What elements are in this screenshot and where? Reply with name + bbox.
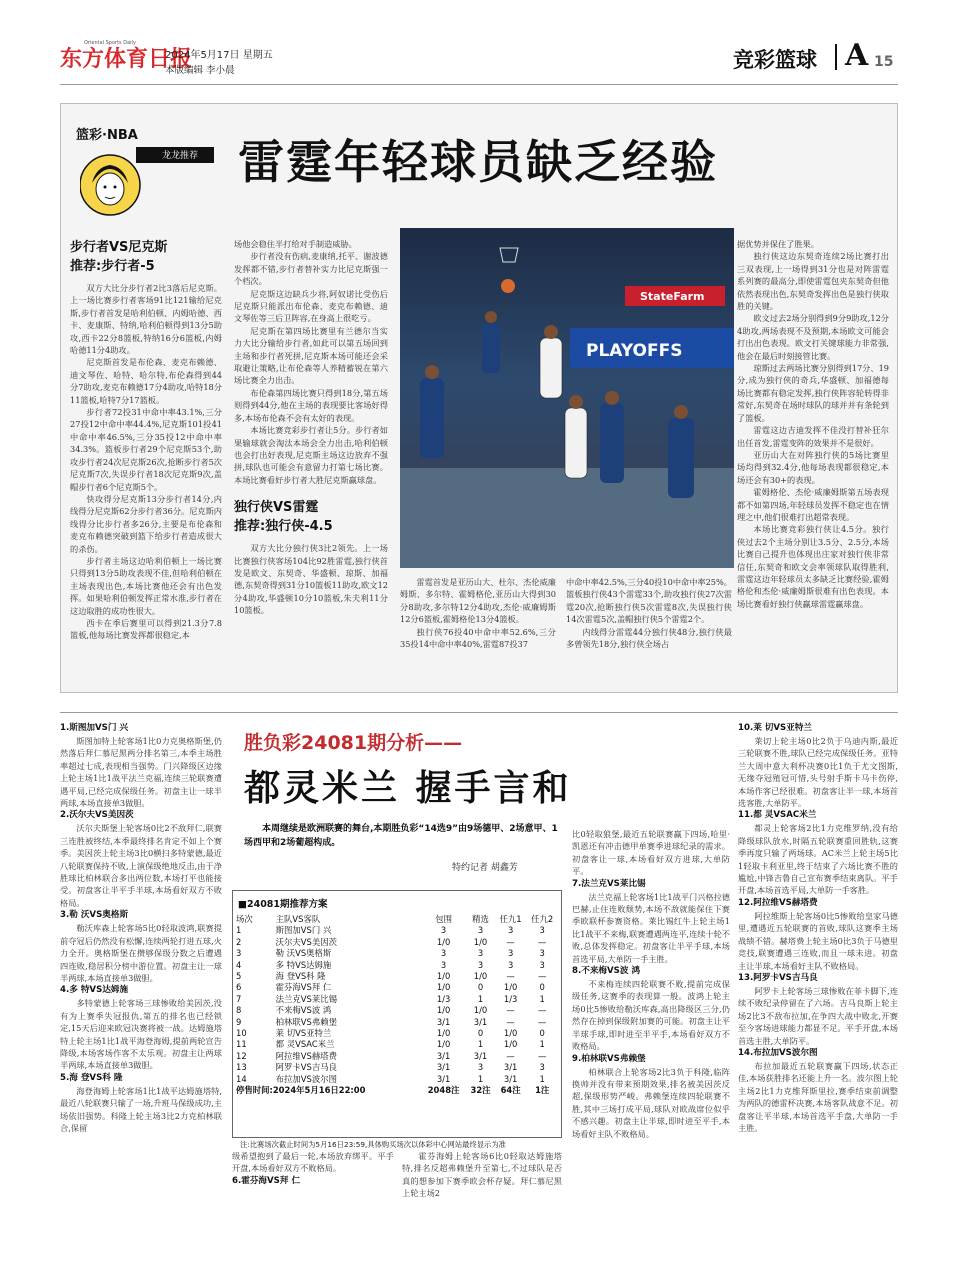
table-cell: 10	[236, 1028, 247, 1039]
table-cell: 3	[236, 948, 242, 959]
table-cell: 3	[539, 948, 545, 959]
table-cell: 1/0	[436, 936, 451, 947]
table-cell: —	[538, 1016, 547, 1027]
table-cell: 1	[539, 1073, 545, 1084]
table-cell: 3/1	[503, 1073, 518, 1084]
paragraph: 尼克斯这边缺兵少将,阿奴诺比受伤后尼克斯只能派出布伦森、麦克布赖德、迪文琴佐等三后卫阵容,在身高上很吃亏。	[234, 288, 388, 324]
game-photo	[400, 228, 734, 568]
recommendation-table	[236, 914, 558, 1097]
feature-column-2	[234, 238, 388, 688]
paragraph: 布伦森第四场比赛只得到18分,第五场则得到44分,他在主场的表现要比客场好得多,本场布伦森不会有太好的表现。	[234, 387, 388, 423]
paragraph: 场他会稳住半打给对手制造威胁。	[234, 239, 357, 249]
table-cell: 3	[539, 925, 545, 936]
table-title: ■24081期推荐方案	[238, 899, 328, 910]
table-cell: 1/0	[436, 971, 451, 982]
table-cell: 7	[236, 993, 242, 1004]
table-cell: 3	[507, 959, 514, 970]
match-subhead: 11.都 灵VSAC米兰	[738, 810, 817, 821]
table-cell: 3/1	[436, 1062, 451, 1073]
table-cell: 都 灵VSAC米兰	[275, 1039, 335, 1050]
paragraph: 雷霆首发是亚历山大、杜尔、杰伦威廉姆斯、多尔特、霍姆格伦,亚历山大得到30分8助攻,多尔特12分4助攻,杰伦·威廉姆斯12分6篮板,霍姆格伦13分4篮板。	[400, 577, 556, 625]
table-row	[236, 1074, 558, 1085]
paragraph: 据优势并保住了胜果。	[737, 239, 819, 249]
table-row	[236, 1017, 558, 1028]
match-subhead: 9.柏林联VS弗赖堡	[572, 1053, 646, 1064]
table-cell: 1	[477, 1039, 484, 1050]
table-header: 场次	[236, 914, 253, 924]
author-tag: 龙龙推荐	[162, 151, 199, 161]
table-cell: —	[538, 971, 547, 982]
reporter-byline: 特约记者 胡鑫芳	[452, 863, 518, 873]
table-cell: 4	[236, 959, 242, 970]
table-cell: 多 特VS达姆施	[275, 959, 332, 970]
paragraph: 阿拉维斯上轮客场0比5惨败给皇家马德里,遭遇近五轮联赛的首败,球队这赛季主场战绩不错。赫塔费上轮主场0比3负于马德里竞技,联赛遭遇三连败,而且一球未进。初盘主让半球,本场看好主队不败格局。	[738, 910, 898, 971]
table-footer-cell: 64注	[500, 1085, 521, 1096]
feature-column-5	[737, 238, 889, 688]
table-row	[236, 994, 558, 1005]
paragraph: 独行侠这边东契奇连续2场比赛打出三双表现,上一场得到31分也是对阵雷霆系列赛的最高分,即使雷霆包夹东契奇但他依然表现出色,东契奇发挥出色是独行侠取胜的关键。	[737, 251, 889, 312]
paragraph: 布拉加最近五轮联赛赢下四场,状态正佳,本场获胜排名还能上升一名。波尔图上轮主场2比1力克维拜斯里拉,赛季结束前调整为两队的德雷杯决赛,本场客队战意不足。初盘客让平半球,本场首选平手盘,大单防一手主胜。	[738, 1060, 898, 1133]
feature-column-4	[566, 576, 732, 688]
newspaper-logo: 东方体育日报	[60, 47, 193, 72]
table-cell: 13	[236, 1062, 247, 1073]
lottery-left-column	[60, 722, 222, 1272]
table-cell: —	[538, 936, 547, 947]
table-cell: 霍芬海VS拜 仁	[275, 982, 332, 993]
match-head-1: 步行者VS尼克斯	[70, 240, 168, 255]
paragraph: 斯图加特上轮客场1比0力克奥格斯堡,仍然落后拜仁慕尼黑两分排名第三,本季主场胜率超过七成,表现相当强势。门兴降级区边缘上轮主场1比1战平法兰克福,连续三轮联赛遭遇平局,已经完成保级任务。初盘主让一球半两球,本场直接单3做胆。	[60, 736, 222, 809]
table-cell: 阿罗卡VS吉马良	[275, 1062, 337, 1073]
table-cell: 1/0	[473, 1005, 488, 1016]
table-row	[236, 1028, 558, 1039]
table-cell: 3/1	[436, 1073, 451, 1084]
table-cell: 莱 切VS亚特兰	[275, 1028, 332, 1039]
table-cell: 1	[477, 993, 484, 1004]
newspaper-logo-en: Oriental Sports Daily	[84, 40, 136, 46]
table-row	[236, 1039, 558, 1050]
table-row	[236, 1005, 558, 1016]
paragraph: 都灵上轮客场2比1力克维罗纳,没有给降级球队放水,时隔五轮联赛重回胜轨,这赛季再度只输了两场球。AC米兰上轮主场5比1轻取卡利亚里,终于结束了六场比赛不胜的尴尬,中锋吉鲁自己宣布赛季结束离队。平手开盘,本场首选平局,大单防一手客胜。	[738, 823, 898, 896]
table-cell: 0	[477, 1028, 484, 1039]
table-cell: 9	[236, 1016, 242, 1027]
table-cell: 1/0	[473, 971, 488, 982]
match-subhead: 2.沃尔夫VS美因茨	[60, 810, 134, 821]
paragraph: 亚历山大在对阵独行侠的5场比赛里场均得到32.4分,他每场表现都很稳定,本场还会有30+的表现。	[737, 449, 889, 485]
table-cell: 14	[236, 1073, 247, 1084]
photo-banner-text: PLAYOFFS	[586, 341, 683, 361]
table-row	[236, 1062, 558, 1073]
paragraph: 欧文过去2场分别得到9分9助攻,12分4助攻,两场表现不及预期,本场欧文可能会打出出色表现。欧文打关键球能力非常强,他会在最后时刻接管比赛。	[737, 313, 889, 361]
paragraph: 比0轻取狼堡,最近五轮联赛赢下四场,哈里·凯恩还有冲击德甲单赛季进球纪录的需求。初盘客让一球,本场看好双方进球,大单防平。	[572, 829, 730, 877]
paragraph: 快攻得分尼克斯13分步行者14分,内线得分尼克斯62分步行者36分。尼克斯内线得分比步行者多26分,主要是布伦森和麦克布赖德突破到篮下给步行者造成很大的杀伤。	[70, 493, 222, 554]
paragraph: 不来梅连续四轮联赛不败,提前完成保级任务,这赛季的表现算一般。波鸿上轮主场0比5惨败给勒沃库森,高出降级区三分,仍然存在掉到保级附加赛的可能。初盘主让平半球手球,即时进至半平手,本场看好双方不败格局。	[572, 979, 730, 1052]
table-cell: —	[506, 1005, 515, 1016]
table-cell: 3/1	[473, 1016, 488, 1027]
table-cell: 1/3	[503, 993, 518, 1004]
table-cell: —	[506, 1050, 515, 1061]
table-cell: 3	[440, 959, 447, 970]
table-cell: 柏林联VS弗赖堡	[275, 1016, 337, 1027]
paragraph: 尼克斯在第四场比赛里有兰德尔当实力大比分输给步行者,如此可以第五场回到主场和步行者死拼,尼克斯本场可能还会采取避让策略,让布伦森等人养精蓄锐在第六场比赛全力出击。	[234, 325, 388, 386]
paragraph: 柏林联合上轮客场2比3负于科隆,临阵换帅并没有带来预期效果,排名被美因茨反超,保级形势严峻。弗赖堡连续四轮联赛不胜,其中三场打成平局,球队对欧战席位似乎不感兴趣。初盘主让半球,即时进至平手,本场看好主队不败格局。	[572, 1066, 730, 1139]
table-header: 主队VS客队	[275, 914, 321, 924]
paragraph: 海登海姆上轮客场1比1战平达姆施塔特,最近八轮联赛只输了一场,升班马保级成功,主场依旧强势。科隆上轮主场3比2力克柏林联合,保留	[60, 1085, 222, 1133]
match-subhead: 3.勒 沃VS奥格斯	[60, 910, 129, 921]
match-subhead: 13.阿罗卡VS吉马良	[738, 972, 818, 983]
paragraph: 中命中率42.5%,三分40投10中命中率25%。篮板独行侠43个雷霆33个,助攻独行侠27次雷霆20次,抢断独行侠5次雷霆8次,失误独行侠14次雷霆5次,盖帽独行侠5个雷霆2个。	[566, 577, 732, 625]
paragraph: 沃尔夫斯堡上轮客场0比2不敌拜仁,联赛三连胜被终结,本季最终排名肯定不如上个赛季。美因茨上轮主场3比0横扫多特蒙德,最近八轮联赛保持不败,上演保级绝地反击,由于净胜球比柏林联合多出两位数,本场打平也能接受。初盘客让半平手半球,本场看好双方不败格局。	[60, 823, 222, 908]
table-cell: 1/0	[473, 936, 488, 947]
table-cell: 1/0	[436, 1005, 451, 1016]
paragraph: 尼克斯首发是布伦森、麦克布赖德、迪文琴佐、哈特、哈尔特,布伦森得到44分7助攻,麦克布赖德17分4助攻,哈特18分11篮板,哈特7分17篮板。	[70, 357, 222, 405]
table-cell: 斯图加VS门 兴	[275, 925, 332, 936]
match-subhead: 5.海 登VS科 隆	[60, 1072, 123, 1083]
paragraph: 阿罗卡上轮客场三球惨败在菲卡脚下,连续不败纪录停留在了六场。吉马良斯上轮主场2比3不敌布拉加,在争四大战中败北,开赛至今客场进球能力都显不足。平手开盘,本场首选主胜,大单防平。	[738, 985, 898, 1046]
table-cell: 1/0	[503, 982, 518, 993]
table-cell: 不来梅VS波 鸿	[275, 1005, 332, 1016]
paragraph: 霍芬海姆上轮客场6比0轻取达姆施塔特,排名反超弗赖堡升至第七,不过球队是否真的想参加下赛季欧会杯存疑。拜仁慕尼黑上轮主场2	[402, 1151, 562, 1199]
table-cell: 0	[477, 982, 484, 993]
match-subhead: 10.莱 切VS亚特兰	[738, 723, 813, 733]
match-subhead: 14.布拉加VS波尔图	[738, 1047, 818, 1058]
table-cell: 3/1	[473, 1050, 488, 1061]
table-footer-cell: 1注	[535, 1085, 550, 1096]
table-header: 包围	[435, 914, 452, 924]
table-cell: 3/1	[503, 1062, 518, 1073]
paragraph: 独行侠76投40中命中率52.6%,三分35投14中命中率40%,雷霆87投37	[400, 626, 556, 650]
table-cell: 0	[539, 982, 545, 993]
table-cell: —	[538, 1005, 547, 1016]
table-cell: 0	[539, 1028, 545, 1039]
table-cell: 6	[236, 982, 242, 993]
table-cell: 1	[539, 1039, 545, 1050]
match-pick-1: 推荐:步行者-5	[70, 259, 155, 274]
lottery-mid-column-2	[402, 1150, 562, 1272]
top-rule	[60, 84, 898, 85]
feature-headline: 雷霆年轻球员缺乏经验	[238, 135, 718, 189]
table-cell: —	[506, 936, 515, 947]
table-cell: 3	[477, 1062, 484, 1073]
table-note: 注:比赛场次截止时间为5月16日23:59,具体购买场次以体彩中心网站最终显示为准	[240, 1140, 506, 1149]
table-cell: 1	[539, 993, 545, 1004]
photo-sponsor-text: StateFarm	[640, 290, 705, 303]
paragraph: 勒沃库森上轮客场5比0轻取波鸿,联赛提前夺冠后仍然没有松懈,连续两轮打进五球,火力全开。奥格斯堡在攒够保级分数之后遭遇四连败,稳居积分榜中游位置。初盘主让一球半两球,本场直接单3做胆。	[60, 923, 222, 983]
match-pick-2: 推荐:独行侠-4.5	[234, 519, 333, 535]
match-subhead: 4.多 特VS达姆施	[60, 985, 129, 996]
table-cell: 1/0	[436, 1028, 451, 1039]
lottery-headline: 都灵米兰 握手言和	[244, 767, 572, 809]
table-cell: 5	[236, 971, 242, 982]
lottery-mid-column-1	[232, 1150, 394, 1272]
paragraph: 霍姆格伦、杰伦·威廉姆斯第五场表现都不如第四场,年轻球员发挥不稳定也在情理之中,他们很难打出超常表现。	[737, 487, 889, 522]
table-footer-row	[236, 1085, 558, 1096]
table-cell: 1	[477, 1073, 484, 1084]
table-row	[236, 960, 558, 971]
table-row	[236, 948, 558, 959]
table-footer-cell: 停售时间:2024年5月16日22:00	[236, 1085, 366, 1096]
table-cell: 勒 沃VS奥格斯	[275, 948, 332, 959]
match-subhead: 7.法兰克VS莱比锡	[572, 878, 646, 889]
table-cell: —	[538, 1050, 547, 1061]
table-cell: 1/0	[436, 1039, 451, 1050]
publish-date: 2024年5月17日 星期五	[165, 50, 273, 61]
table-cell: —	[506, 1016, 515, 1027]
table-cell: 3	[507, 925, 514, 936]
table-cell: 3	[440, 948, 447, 959]
table-cell: 3	[539, 1062, 545, 1073]
table-cell: 1/0	[503, 1028, 518, 1039]
paragraph: 多特蒙德上轮客场三球惨败给美因茨,没有为上赛季失冠报仇,第五的排名也已经锁定,15天后迎来欧冠决赛将被一战。达姆施塔特上轮主场1比1战平海登海姆,提前两轮宣告降级,本场客场作客不太乐观。初盘主让两球半两球,本场直接单3做胆。	[60, 998, 222, 1071]
lottery-right-column-2	[738, 722, 898, 1272]
table-header-row	[236, 914, 558, 925]
feature-column-1	[70, 238, 222, 688]
masthead	[0, 0, 959, 84]
paragraph: 级希望抱到了最后一轮,本场放弃绑平。平手开盘,本场看好双方不败格局。	[232, 1151, 394, 1174]
table-cell: 1/3	[436, 993, 451, 1004]
column-tag: 篮彩·NBA	[76, 128, 138, 143]
table-row	[236, 937, 558, 948]
table-cell: 1	[236, 925, 242, 936]
paragraph: 双方大比分步行者2比3落后尼克斯。上一场比赛步行者客场91比121输给尼克斯,步行者首发是哈利伯顿、内姆哈德、西卡、麦康斯、特纳,哈利伯顿得到13分5助攻,西卡22分8篮板,特纳16分6篮板,内姆哈德11分4助攻。	[70, 283, 222, 356]
table-cell: 8	[236, 1005, 242, 1016]
paragraph: 步行者72投31中命中率43.1%,三分27投12中命中率44.4%,尼克斯101投41中命中率46.5%,三分35投12中命中率34.3%。篮板步行者29个尼克斯53个,助攻步行者24次尼克斯26次,抢断步行者5次尼克斯7次,失误步行者18次尼克斯9次,盖帽步行者6个尼克斯5个。	[70, 407, 222, 492]
table-cell: 3	[477, 948, 484, 959]
table-cell: 11	[236, 1039, 247, 1050]
section-rule	[60, 712, 898, 713]
table-cell: 阿拉维VS赫塔费	[275, 1050, 337, 1061]
table-cell: 1/0	[503, 1039, 518, 1050]
paragraph: 法兰克福上轮客场1比1战平门兴格拉德巴赫,止住连败颓势,本场不敌就能保住下赛季欧联杯参赛资格。莱比锡红牛上轮主场1比1战平不来梅,联赛遭遇两连平,连续十轮不败,总体发挥稳定。初盘客让半平手球,本场首选平局,大单防一手主胜。	[572, 891, 730, 964]
paragraph: 步行者没有伤病,麦康纳,托平、谢波德发挥都不错,步行者替补实力比尼克斯强一个档次。	[234, 251, 388, 287]
table-header: 任九1	[499, 914, 522, 924]
table-cell: 3	[539, 959, 545, 970]
paragraph: 雷霆这边吉迪发挥不佳没打替补狂尔出任首发,雷霆变阵的效果并不是很好。	[737, 425, 889, 448]
table-cell: 3	[507, 948, 514, 959]
table-cell: 3/1	[436, 1016, 451, 1027]
table-cell: 法兰克VS莱比锡	[275, 993, 337, 1004]
paragraph: 西卡在季后赛里可以得到21.3分7.8篮板,他每场比赛发挥都很稳定,本	[70, 617, 222, 641]
match-subhead: 8.不来梅VS波 鸿	[572, 966, 641, 977]
page-number: 15	[874, 54, 894, 70]
table-cell: 3	[477, 959, 484, 970]
table-header: 任九2	[531, 914, 554, 924]
match-subhead: 6.霍芬海VS拜 仁	[232, 1175, 301, 1186]
paragraph: 本场比赛竞彩步行者让5分。步行者如果输球就会淘汰本场会全力出击,哈利伯顿也会打出好表现,尼克斯主场这边放弃不强拼,球队也可能会有意留力打第七场比赛。本场比赛看好步行者大胜尼克斯赢球盘。	[234, 425, 388, 485]
lottery-right-column-1	[572, 828, 730, 1272]
page-editor: 本版编辑 李小晨	[165, 65, 235, 76]
table-cell: 布拉加VS波尔图	[275, 1073, 337, 1084]
table-row	[236, 971, 558, 982]
table-cell: 沃尔夫VS美因茨	[275, 936, 337, 947]
table-cell: 12	[236, 1050, 247, 1061]
table-header: 精选	[472, 914, 489, 924]
paragraph: 莱切上轮主场0比2负于乌迪内斯,最近三轮联赛不胜,球队已经完成保级任务。亚特兰大周中意大利杯决赛0比1负于尤文图斯,无缘夺冠殖冠可惜,头号射手斯卡马卡伤停,本场作客已经很难。初盘客让半一球,本场首选客胜,大单防平。	[738, 736, 898, 809]
table-row	[236, 925, 558, 936]
section-title: 竞彩篮球	[733, 48, 817, 72]
table-cell: 3	[477, 925, 484, 936]
paragraph: 双方大比分独行侠3比2领先。上一场比赛独行侠客场104比92胜雷霆,独行侠首发是欧文、东契奇、华盛顿、琼斯、加福德,东契奇得到31分10篮板11助攻,欧文12分4助攻,华盛顿10分10篮板,朱夫利11分10篮板。	[234, 543, 388, 616]
paragraph: 步行者主场这边哈利伯顿上一场比赛只得到13分5助攻表现不佳,但哈利伯顿在主场表现出色,本场比赛他还会有出色发挥。如果哈利伯顿发挥正常水准,步行者在这边取胜的成功性很大。	[70, 555, 222, 616]
table-row	[236, 982, 558, 993]
paragraph: 琼斯过去两场比赛分别得到17分、19分,成为独行侠的奇兵,华盛顿、加福德每场比赛都有稳定发挥,独行侠阵容轮转得非常好,东契奇在场时球队的球并并有条轮到了篮板。	[737, 363, 889, 423]
table-row	[236, 1051, 558, 1062]
table-cell: 海 登VS科 隆	[275, 971, 326, 982]
table-cell: 2	[236, 936, 242, 947]
feature-column-3	[400, 576, 556, 688]
table-cell: 3/1	[436, 1050, 451, 1061]
match-subhead: 12.阿拉维VS赫塔费	[738, 897, 818, 908]
lottery-subhead: 胜负彩24081期分析——	[244, 732, 463, 754]
match-head-2: 独行侠VS雷霆	[234, 500, 319, 516]
table-cell: 3	[440, 925, 447, 936]
paragraph: 内线得分雷霆44分独行侠48分,独行侠最多曾领先18分,独行侠全场占	[566, 626, 732, 650]
match-subhead: 1.斯图加VS门 兴	[60, 723, 129, 733]
table-cell: —	[506, 971, 515, 982]
section-divider	[835, 44, 837, 70]
page-letter: A	[845, 38, 869, 73]
lottery-intro: 本周继续是欧洲联赛的舞台,本期胜负彩“14选9”由9场德甲、2场意甲、1场西甲和2场葡超构成。	[244, 824, 558, 848]
table-footer-cell: 32注	[470, 1085, 491, 1096]
table-cell: 1/0	[436, 982, 451, 993]
table-footer-cell: 2048注	[427, 1085, 460, 1096]
paragraph: 本场比赛竞彩独行侠让4.5分。独行侠过去2个主场分别让3.5分、2.5分,本场比赛自己提升也体现出庄家对独行侠非常信任,东契奇和欧文会率领球队取得胜利,雷霆这边年轻球员太多缺乏比赛经验,霍姆格伦和杰伦·威廉姆斯很难有出色表现。本场比赛看好独行侠赢球雷霆赢球盘。	[737, 524, 889, 609]
